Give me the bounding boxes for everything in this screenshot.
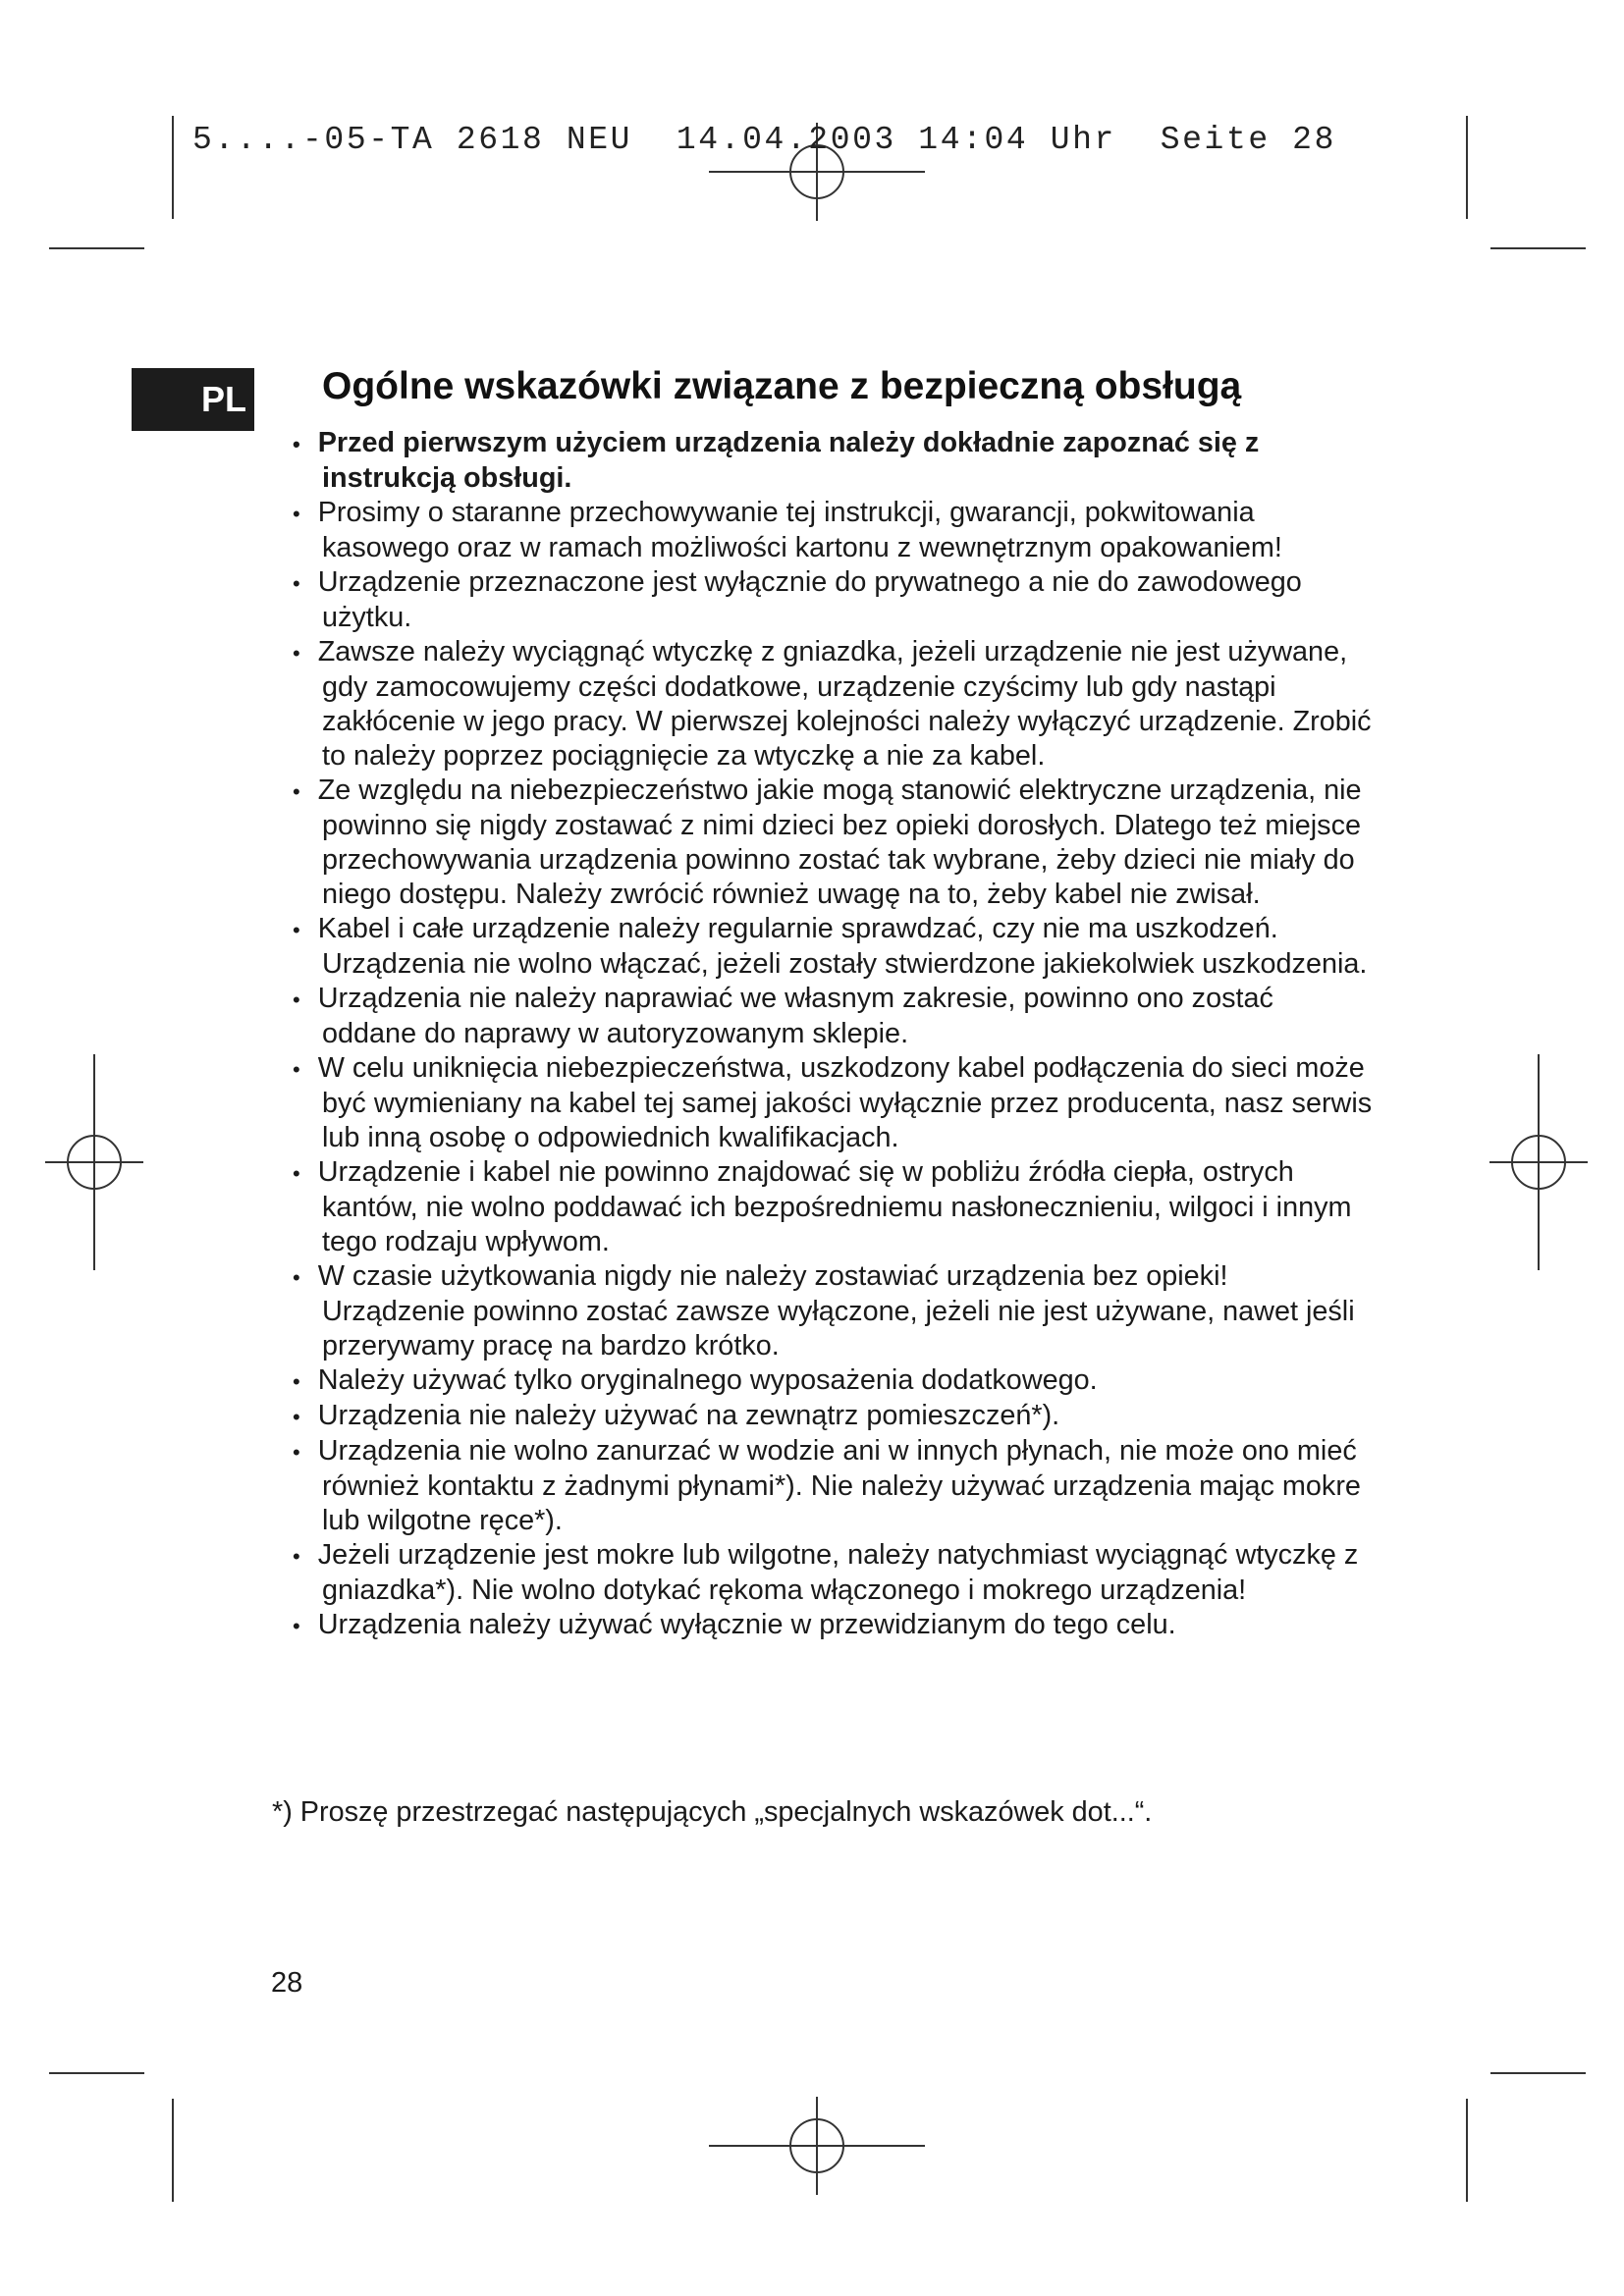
crop-mark-bottom-right-horizontal (1490, 2072, 1586, 2074)
instruction-item: • Urządzenie przeznaczone jest wyłącznie do prywatnego a nie do zawodowego użytku. (271, 565, 1375, 635)
instruction-item: • Urządzenia należy używać wyłącznie w przewidzianym do tego celu. (271, 1608, 1375, 1643)
language-tab: PL (132, 368, 254, 431)
instruction-item: • Urządzenie i kabel nie powinno znajdować się w pobliżu źródła ciepła, ostrych kantów, nie wolno poddawać ich bezpośredniemu nasłonecznieniu, wilgoci i innym tego rodzaju wpływom. (271, 1155, 1375, 1259)
instruction-item: • Urządzenia nie wolno zanurzać w wodzie ani w innych płynach, nie może ono mieć również kontaktu z żadnymi płynami*). Nie należy używać urządzenia mając mokre lub wilgotne ręce*). (271, 1434, 1375, 1538)
footnote: *) Proszę przestrzegać następujących „specjalnych wskazówek dot...“. (272, 1796, 1153, 1828)
registration-mark-right (1489, 1054, 1588, 1270)
crop-mark-top-left-vertical (172, 116, 174, 219)
instruction-item: • Jeżeli urządzenie jest mokre lub wilgotne, należy natychmiast wyciągnąć wtyczkę z gniazdka*). Nie wolno dotykać rękoma włączonego i mokrego urządzenia! (271, 1538, 1375, 1608)
registration-mark-bottom (709, 2097, 925, 2195)
section-heading: Ogólne wskazówki związane z bezpieczną obsługą (322, 365, 1242, 407)
crop-mark-bottom-left-vertical (172, 2099, 174, 2202)
instruction-item: • Urządzenia nie należy naprawiać we własnym zakresie, powinno ono zostać oddane do naprawy w autoryzowanym sklepie. (271, 982, 1375, 1051)
instruction-item: • W celu uniknięcia niebezpieczeństwa, uszkodzony kabel podłączenia do sieci może być wymieniany na kabel tej samej jakości wyłącznie przez producenta, nasz serwis lub inną osobę o odpowiednich kwalifikacjach. (271, 1051, 1375, 1155)
safety-instructions (271, 426, 1375, 1643)
instruction-item: • Urządzenia nie należy używać na zewnątrz pomieszczeń*). (271, 1399, 1375, 1434)
instruction-item: • Należy używać tylko oryginalnego wyposażenia dodatkowego. (271, 1363, 1375, 1399)
instruction-item: • W czasie użytkowania nigdy nie należy zostawiać urządzenia bez opieki! Urządzenie powinno zostać zawsze wyłączone, jeżeli nie jest używane, nawet jeśli przerywamy pracę na bardzo krótko. (271, 1259, 1375, 1363)
instruction-item: • Ze względu na niebezpieczeństwo jakie mogą stanowić elektryczne urządzenia, nie powinno się nigdy zostawać z nimi dzieci bez opieki dorosłych. Dlatego też miejsce przechowywania urządzenia powinno zostać tak wybrane, żeby dzieci nie miały do niego dostępu. Należy zwrócić również uwagę na to, żeby kabel nie zwisał. (271, 774, 1375, 912)
instruction-item: • Kabel i całe urządzenie należy regularnie sprawdzać, czy nie ma uszkodzeń. Urządzenia nie wolno włączać, jeżeli zostały stwierdzone jakiekolwiek uszkodzenia. (271, 912, 1375, 982)
instruction-item: • Przed pierwszym użyciem urządzenia należy dokładnie zapoznać się z instrukcją obsługi. (271, 426, 1375, 496)
crop-mark-top-left-horizontal (49, 247, 144, 249)
crop-mark-bottom-left-horizontal (49, 2072, 144, 2074)
instruction-list (271, 426, 1375, 1643)
instruction-item: • Prosimy o staranne przechowywanie tej instrukcji, gwarancji, pokwitowania kasowego oraz w ramach możliwości kartonu z wewnętrznym opakowaniem! (271, 496, 1375, 565)
crop-mark-bottom-right-vertical (1466, 2099, 1468, 2202)
crop-mark-top-right-vertical (1466, 116, 1468, 219)
crop-mark-top-right-horizontal (1490, 247, 1586, 249)
page-number: 28 (271, 1967, 303, 1999)
instruction-item: • Zawsze należy wyciągnąć wtyczkę z gniazdka, jeżeli urządzenie nie jest używane, gdy zamocowujemy części dodatkowe, urządzenie czyścimy lub gdy nastąpi zakłócenie w jego pracy. W pierwszej kolejności należy wyłączyć urządzenie. Zrobić to należy poprzez pociągnięcie za wtyczkę a nie za kabel. (271, 635, 1375, 774)
print-slug-header: 5....-05-TA 2618 NEU 14.04.2003 14:04 Uhr Seite 28 (192, 122, 1336, 158)
registration-mark-left (45, 1054, 143, 1270)
